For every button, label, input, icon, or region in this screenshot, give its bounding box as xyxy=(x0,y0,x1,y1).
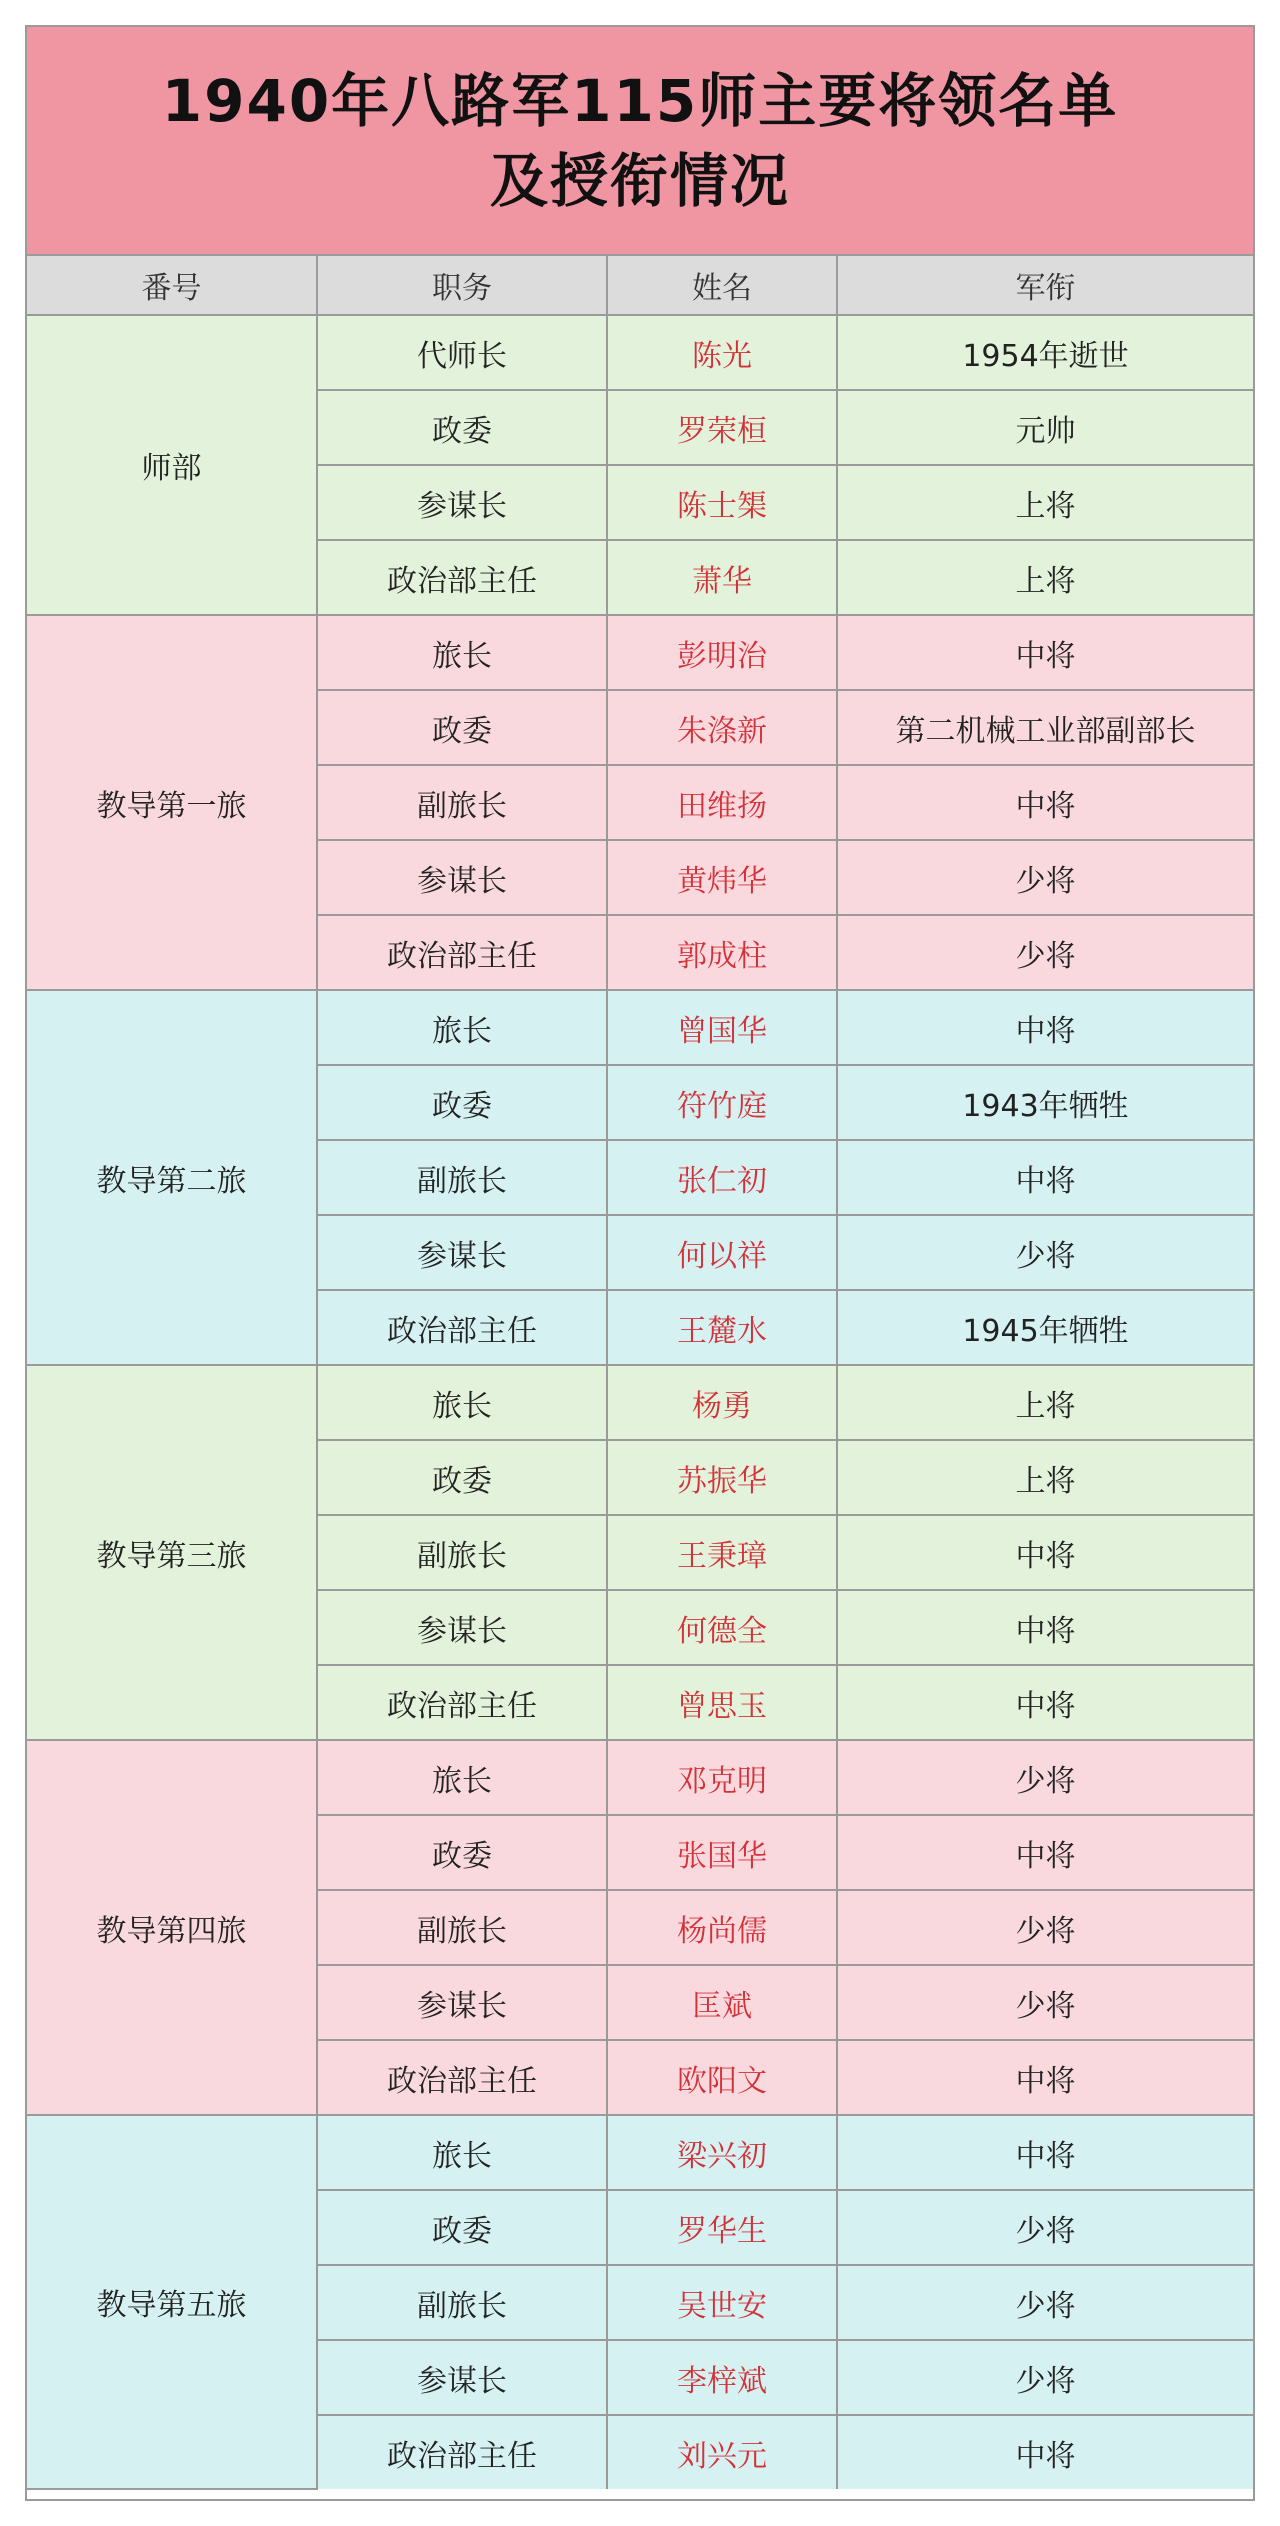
name-cell: 黄炜华 xyxy=(607,840,837,915)
rank-cell: 少将 xyxy=(837,2265,1253,2340)
name-cell: 王麓水 xyxy=(607,1290,837,1365)
position-cell: 副旅长 xyxy=(317,765,607,840)
position-cell: 副旅长 xyxy=(317,1140,607,1215)
rank-cell: 少将 xyxy=(837,2190,1253,2265)
position-cell: 政治部主任 xyxy=(317,2415,607,2489)
unit-cell: 教导第三旅 xyxy=(27,1365,317,1740)
rank-cell: 少将 xyxy=(837,2340,1253,2415)
roster-table xyxy=(27,256,1253,2490)
name-cell: 杨尚儒 xyxy=(607,1890,837,1965)
position-cell: 政治部主任 xyxy=(317,540,607,615)
unit-cell: 教导第五旅 xyxy=(27,2115,317,2489)
table-row xyxy=(27,615,1253,690)
header-name: 姓名 xyxy=(607,256,837,315)
name-cell: 杨勇 xyxy=(607,1365,837,1440)
position-cell: 副旅长 xyxy=(317,2265,607,2340)
position-cell: 旅长 xyxy=(317,1740,607,1815)
name-cell: 罗华生 xyxy=(607,2190,837,2265)
position-cell: 政治部主任 xyxy=(317,1290,607,1365)
name-cell: 彭明治 xyxy=(607,615,837,690)
rank-cell: 中将 xyxy=(837,1590,1253,1665)
position-cell: 政委 xyxy=(317,1815,607,1890)
name-cell: 何以祥 xyxy=(607,1215,837,1290)
position-cell: 副旅长 xyxy=(317,1890,607,1965)
rank-cell: 1954年逝世 xyxy=(837,315,1253,390)
name-cell: 邓克明 xyxy=(607,1740,837,1815)
rank-cell: 1945年牺牲 xyxy=(837,1290,1253,1365)
name-cell: 苏振华 xyxy=(607,1440,837,1515)
name-cell: 符竹庭 xyxy=(607,1065,837,1140)
table-row xyxy=(27,1740,1253,1815)
position-cell: 旅长 xyxy=(317,615,607,690)
rank-cell: 少将 xyxy=(837,1890,1253,1965)
rank-cell: 中将 xyxy=(837,2415,1253,2489)
position-cell: 旅长 xyxy=(317,1365,607,1440)
name-cell: 朱涤新 xyxy=(607,690,837,765)
name-cell: 何德全 xyxy=(607,1590,837,1665)
name-cell: 陈光 xyxy=(607,315,837,390)
position-cell: 政治部主任 xyxy=(317,2040,607,2115)
rank-cell: 少将 xyxy=(837,1215,1253,1290)
roster-body xyxy=(27,315,1253,2489)
header-position: 职务 xyxy=(317,256,607,315)
name-cell: 罗荣桓 xyxy=(607,390,837,465)
header-rank: 军衔 xyxy=(837,256,1253,315)
rank-cell: 第二机械工业部副部长 xyxy=(837,690,1253,765)
rank-cell: 中将 xyxy=(837,1140,1253,1215)
position-cell: 旅长 xyxy=(317,2115,607,2190)
rank-cell: 中将 xyxy=(837,1515,1253,1590)
rank-cell: 元帅 xyxy=(837,390,1253,465)
name-cell: 李梓斌 xyxy=(607,2340,837,2415)
position-cell: 政治部主任 xyxy=(317,1665,607,1740)
position-cell: 副旅长 xyxy=(317,1515,607,1590)
header-unit: 番号 xyxy=(27,256,317,315)
page-title: 1940年八路军115师主要将领名单及授衔情况 xyxy=(161,66,1119,215)
position-cell: 参谋长 xyxy=(317,465,607,540)
table-row xyxy=(27,2115,1253,2190)
unit-cell: 师部 xyxy=(27,315,317,615)
rank-cell: 少将 xyxy=(837,840,1253,915)
name-cell: 萧华 xyxy=(607,540,837,615)
rank-cell: 中将 xyxy=(837,1665,1253,1740)
rank-cell: 中将 xyxy=(837,765,1253,840)
position-cell: 参谋长 xyxy=(317,840,607,915)
position-cell: 旅长 xyxy=(317,990,607,1065)
name-cell: 陈士榘 xyxy=(607,465,837,540)
rank-cell: 上将 xyxy=(837,1440,1253,1515)
rank-cell: 中将 xyxy=(837,1815,1253,1890)
name-cell: 曾思玉 xyxy=(607,1665,837,1740)
position-cell: 政委 xyxy=(317,1440,607,1515)
table-row xyxy=(27,315,1253,390)
unit-cell: 教导第二旅 xyxy=(27,990,317,1365)
position-cell: 参谋长 xyxy=(317,2340,607,2415)
rank-cell: 少将 xyxy=(837,1740,1253,1815)
name-cell: 王秉璋 xyxy=(607,1515,837,1590)
header-row xyxy=(27,256,1253,315)
name-cell: 匡斌 xyxy=(607,1965,837,2040)
position-cell: 政委 xyxy=(317,1065,607,1140)
position-cell: 政治部主任 xyxy=(317,915,607,990)
name-cell: 郭成柱 xyxy=(607,915,837,990)
name-cell: 张仁初 xyxy=(607,1140,837,1215)
position-cell: 代师长 xyxy=(317,315,607,390)
position-cell: 政委 xyxy=(317,2190,607,2265)
name-cell: 欧阳文 xyxy=(607,2040,837,2115)
position-cell: 参谋长 xyxy=(317,1590,607,1665)
name-cell: 田维扬 xyxy=(607,765,837,840)
position-cell: 政委 xyxy=(317,390,607,465)
rank-cell: 上将 xyxy=(837,540,1253,615)
rank-cell: 少将 xyxy=(837,915,1253,990)
rank-cell: 中将 xyxy=(837,2040,1253,2115)
name-cell: 梁兴初 xyxy=(607,2115,837,2190)
rank-cell: 中将 xyxy=(837,2115,1253,2190)
rank-cell: 上将 xyxy=(837,1365,1253,1440)
rank-cell: 1943年牺牲 xyxy=(837,1065,1253,1140)
rank-cell: 上将 xyxy=(837,465,1253,540)
name-cell: 曾国华 xyxy=(607,990,837,1065)
title-banner xyxy=(27,27,1253,256)
roster-sheet xyxy=(25,25,1255,2501)
rank-cell: 少将 xyxy=(837,1965,1253,2040)
rank-cell: 中将 xyxy=(837,615,1253,690)
position-cell: 政委 xyxy=(317,690,607,765)
unit-cell: 教导第一旅 xyxy=(27,615,317,990)
position-cell: 参谋长 xyxy=(317,1215,607,1290)
name-cell: 吴世安 xyxy=(607,2265,837,2340)
unit-cell: 教导第四旅 xyxy=(27,1740,317,2115)
table-row xyxy=(27,1365,1253,1440)
name-cell: 张国华 xyxy=(607,1815,837,1890)
table-row xyxy=(27,990,1253,1065)
name-cell: 刘兴元 xyxy=(607,2415,837,2489)
position-cell: 参谋长 xyxy=(317,1965,607,2040)
rank-cell: 中将 xyxy=(837,990,1253,1065)
